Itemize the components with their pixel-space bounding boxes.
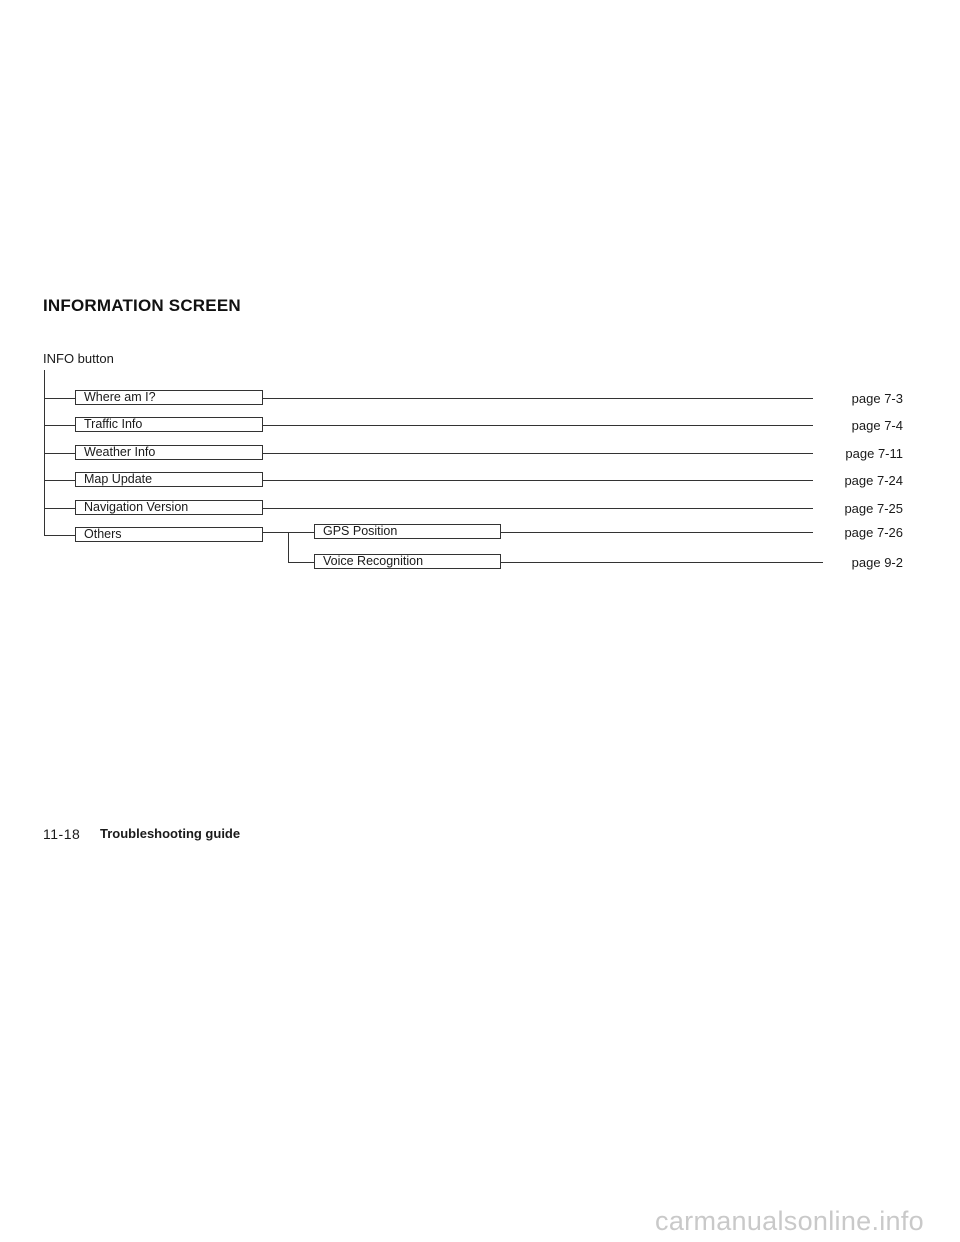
menu-item-navigation-version: Navigation Version [75, 500, 263, 515]
page-ref: page 7-25 [844, 501, 903, 516]
menu-item-weather-info: Weather Info [75, 445, 263, 460]
page-ref: page 7-24 [844, 473, 903, 488]
branch-connector [44, 398, 75, 399]
section-title: INFORMATION SCREEN [43, 296, 241, 315]
menu-item-where-am-i: Where am I? [75, 390, 263, 405]
page-ref: page 7-26 [844, 525, 903, 540]
page-ref: page 9-2 [851, 555, 903, 570]
branch-connector [288, 562, 314, 563]
branch-connector [44, 425, 75, 426]
footer-page-number: 11-18 [43, 826, 81, 842]
branch-connector [44, 480, 75, 481]
menu-item-others: Others [75, 527, 263, 542]
menu-item-traffic-info: Traffic Info [75, 417, 263, 432]
leader-line [263, 453, 813, 454]
tree-root-label: INFO button [43, 351, 114, 366]
leader-line [263, 425, 813, 426]
page-ref: page 7-4 [851, 418, 903, 433]
branch-connector [44, 535, 75, 536]
footer-chapter-title: Troubleshooting guide [100, 826, 241, 841]
leader-line [263, 508, 813, 509]
sub-trunk-line [288, 532, 289, 563]
page-ref: page 7-3 [851, 391, 903, 406]
page-ref: page 7-11 [845, 446, 903, 461]
leader-line [501, 562, 823, 563]
leader-line [263, 398, 813, 399]
branch-connector [44, 453, 75, 454]
menu-item-gps-position: GPS Position [314, 524, 501, 539]
branch-connector [44, 508, 75, 509]
menu-item-voice-recognition: Voice Recognition [314, 554, 501, 569]
leader-line [501, 532, 813, 533]
watermark: carmanualsonline.info [655, 1206, 924, 1236]
leader-line [263, 480, 813, 481]
menu-item-map-update: Map Update [75, 472, 263, 487]
